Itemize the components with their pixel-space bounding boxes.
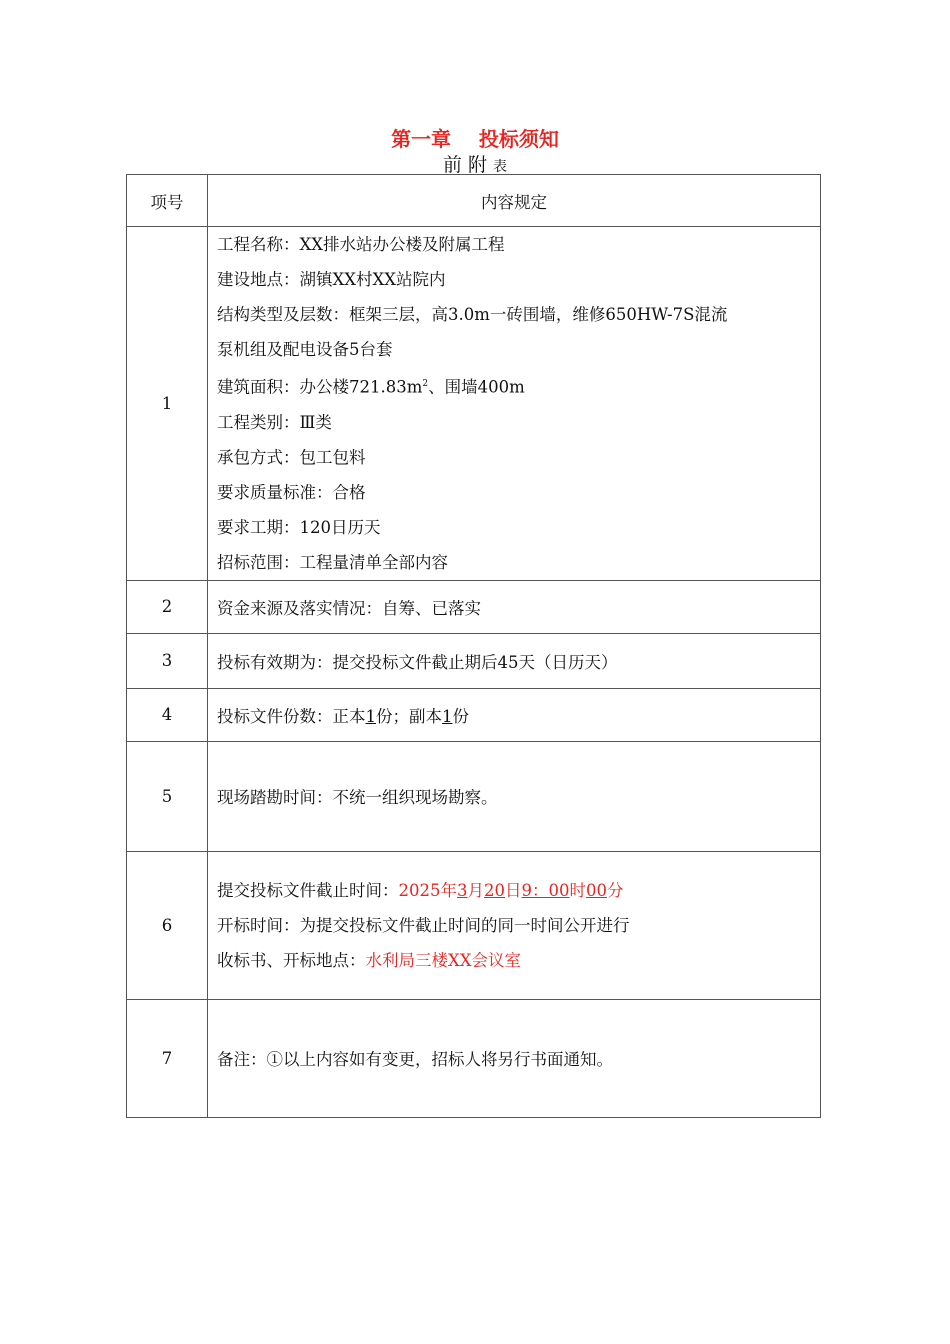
deadline-day: 20 (484, 880, 505, 900)
table-row (127, 851, 821, 999)
header-item-no: 项号 (127, 175, 208, 227)
location-line (217, 943, 814, 978)
table-row (127, 688, 821, 741)
location-label: 收标书、开标地点： (217, 950, 366, 970)
row-number: 1 (127, 227, 208, 581)
subtitle-main: 前 附 (442, 154, 487, 176)
deadline-minute-unit: 分 (607, 880, 624, 900)
row-number: 6 (127, 851, 208, 999)
subtitle-small: 表 (493, 159, 508, 175)
table-header-row (127, 175, 821, 227)
deadline-minute: 00 (586, 880, 607, 900)
table-row (127, 227, 821, 581)
row-content (208, 688, 821, 741)
structure-line: 结构类型及层数：框架三层，高3.0m一砖围墙，维修650HW-7S混流 (217, 305, 728, 324)
row-content: 资金来源及落实情况：自筹、已落实 (208, 580, 821, 633)
row-content (208, 851, 821, 999)
table-row (127, 580, 821, 633)
table-row (127, 741, 821, 851)
category-line: 工程类别：Ⅲ类 (217, 412, 332, 432)
row-content: 备注：①以上内容如有变更，招标人将另行书面通知。 (208, 999, 821, 1117)
row-number: 5 (127, 741, 208, 851)
copy-count: 1 (442, 706, 453, 726)
chapter-title: 第一章 投标须知 (391, 127, 559, 151)
deadline-value (399, 881, 624, 900)
location-line: 建设地点：湖镇XX村XX站院内 (217, 270, 446, 289)
deadline-month-unit: 月 (467, 880, 484, 900)
deadline-hour: 9：00 (521, 880, 570, 900)
deadline-hour-unit: 时 (569, 880, 586, 900)
deadline-line (217, 873, 814, 908)
area-line (217, 367, 814, 405)
attachment-table (126, 174, 821, 1118)
header-content: 内容规定 (208, 175, 821, 227)
area-post: 、围墙400m (428, 377, 525, 397)
deadline-label: 提交投标文件截止时间： (217, 880, 399, 900)
deadline-year: 2025年 (398, 880, 457, 900)
area-pre: 建筑面积：办公楼721.83m (217, 377, 423, 397)
row-content: 现场踏勘时间：不统一组织现场勘察。 (208, 741, 821, 851)
copies-label: 投标文件份数：正本 (217, 706, 366, 726)
row-number: 3 (127, 633, 208, 688)
quality-line: 要求质量标准：合格 (217, 482, 366, 502)
open-time-line: 开标时间：为提交投标文件截止时间的同一时间公开进行 (217, 915, 630, 935)
copies-mid: 份；副本 (376, 706, 442, 726)
row-content (208, 227, 821, 581)
deadline-month: 3 (457, 880, 468, 900)
row-number: 4 (127, 688, 208, 741)
table-row (127, 633, 821, 688)
deadline-day-unit: 日 (505, 880, 522, 900)
location-value: 水利局三楼XX会议室 (365, 950, 521, 970)
structure-line-continued: 泵机组及配电设备5台套 (217, 340, 393, 359)
copies-end: 份 (452, 706, 469, 726)
duration-line: 要求工期：120日历天 (217, 517, 381, 537)
area-sup: 2 (422, 379, 429, 389)
row-content: 投标有效期为：提交投标文件截止期后45天（日历天） (208, 633, 821, 688)
row-number: 7 (127, 999, 208, 1117)
page-subtitle (0, 150, 950, 177)
contract-mode-line: 承包方式：包工包料 (217, 447, 366, 467)
scope-line: 招标范围：工程量清单全部内容 (217, 552, 448, 572)
project-name-line: 工程名称：XX排水站办公楼及附属工程 (217, 235, 505, 254)
row-number: 2 (127, 580, 208, 633)
original-count: 1 (365, 706, 376, 726)
table-row (127, 999, 821, 1117)
